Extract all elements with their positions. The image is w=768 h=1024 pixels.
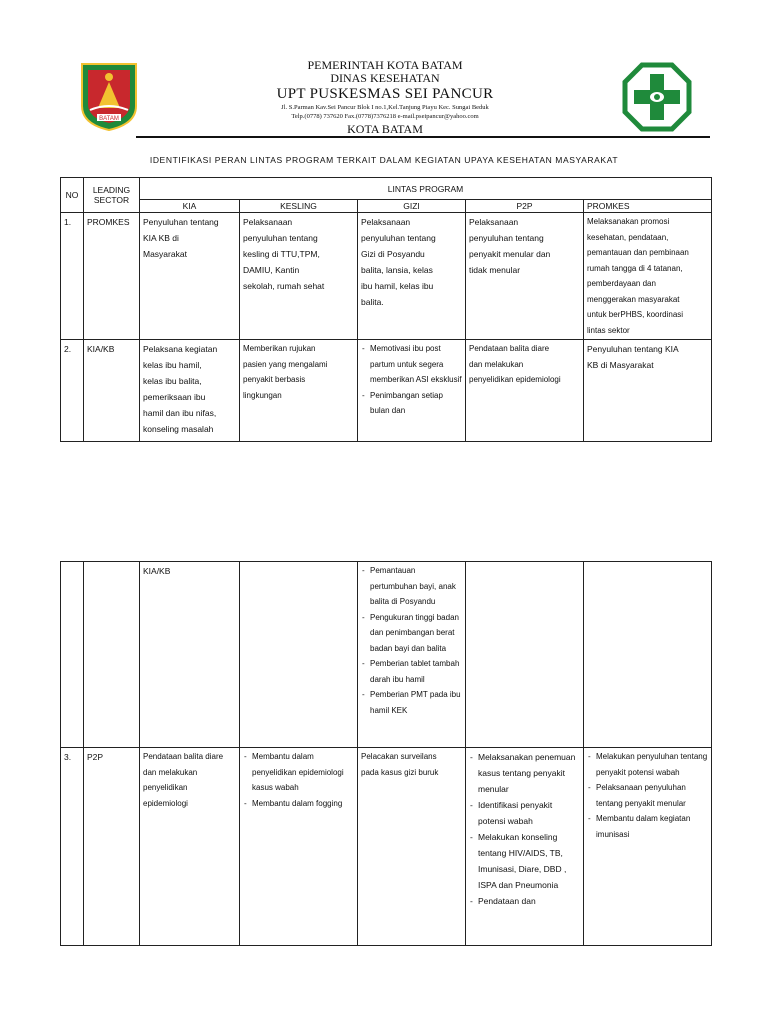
program-table-page-1	[60, 177, 712, 442]
row-sector: PROMKES	[84, 213, 140, 340]
list-item: - Identifikasi penyakit potensi wabah	[469, 797, 580, 829]
list-item: - Membantu dalam fogging	[243, 796, 354, 812]
list-item: - Pengukuran tinggi badan dan penimbangan berat badan bayi dan balita	[361, 610, 462, 657]
header-kesling: KESLING	[240, 200, 358, 213]
cell-p2p	[466, 562, 584, 748]
row-number	[61, 562, 84, 748]
program-table-page-2	[60, 561, 712, 946]
batam-city-emblem-icon	[80, 62, 138, 132]
cell-p2p: Pelaksanaan penyuluhan tentang penyakit menular dan tidak menular	[466, 213, 584, 340]
letterhead-text	[220, 58, 550, 137]
table-row	[61, 562, 712, 748]
list-item: - Membantu dalam penyelidikan epidemiologi kasus wabah	[243, 749, 354, 796]
emblem-label: BATAM	[99, 116, 119, 122]
cell-promkes	[584, 562, 712, 748]
cell-kia: Pendataan balita diare dan melakukan penyelidikan epidemiologi	[140, 748, 240, 946]
table-subheader-row	[61, 200, 712, 213]
table-row	[61, 340, 712, 442]
table-row	[61, 213, 712, 340]
header-leading-sector: LEADING SECTOR	[84, 178, 140, 213]
document-title: IDENTIFIKASI PERAN LINTAS PROGRAM TERKAIT DALAM KEGIATAN UPAYA KESEHATAN MASYARAKAT	[149, 155, 619, 165]
header-lintas-program: LINTAS PROGRAM	[140, 178, 712, 200]
letterhead	[0, 0, 768, 140]
list-item: - Melakukan konseling tentang HIV/AIDS, TB, Imunisasi, Diare, DBD , ISPA dan Pneumonia	[469, 829, 580, 893]
puskesmas-cross-icon	[622, 62, 692, 132]
cell-p2p: Pendataan balita diare dan melakukan penyelidikan epidemiologi	[466, 340, 584, 442]
list-item: - Melaksanakan penemuan kasus tentang penyakit menular	[469, 749, 580, 797]
table-header-row	[61, 178, 712, 200]
cell-gizi: Pelaksanaan penyuluhan tentang Gizi di Posyandu balita, lansia, kelas ibu hamil, kelas ibu balita.	[358, 213, 466, 340]
cell-kia: KIA/KB	[140, 562, 240, 748]
row-number: 1.	[61, 213, 84, 340]
government-name: PEMERINTAH KOTA BATAM	[307, 58, 463, 72]
cell-promkes: Melaksanakan promosi kesehatan, pendataan, pemantauan dan pembinaan rumah tangga di 4 tatanan, pemberdayaan dan menggerakan masyarakat untuk berPHBS, koordinasi lintas sektor	[584, 213, 712, 340]
list-item: - Pelaksanaan penyuluhan tentang penyakit menular	[587, 780, 708, 811]
city-name: KOTA BATAM	[347, 122, 423, 136]
header-promkes: PROMKES	[584, 200, 712, 213]
cell-gizi: Pelacakan surveilans pada kasus gizi buruk	[358, 748, 466, 946]
list-item: - Pendataan dan	[469, 893, 580, 909]
cell-kia: Penyuluhan tentang KIA KB di Masyarakat	[140, 213, 240, 340]
header-rule	[136, 136, 710, 138]
cell-kesling	[240, 748, 358, 946]
cell-kesling: Memberikan rujukan pasien yang mengalami penyakit berbasis lingkungan	[240, 340, 358, 442]
row-number: 3.	[61, 748, 84, 946]
cell-p2p	[466, 748, 584, 946]
cell-gizi	[358, 562, 466, 748]
header-gizi: GIZI	[358, 200, 466, 213]
row-sector: P2P	[84, 748, 140, 946]
header-kia: KIA	[140, 200, 240, 213]
cell-promkes: Penyuluhan tentang KIA KB di Masyarakat	[584, 340, 712, 442]
header-p2p: P2P	[466, 200, 584, 213]
table-row	[61, 748, 712, 946]
list-item: - Memotivasi ibu post partum untuk segera memberikan ASI eksklusif	[361, 341, 462, 388]
cell-gizi	[358, 340, 466, 442]
list-item: - Pemantauan pertumbuhan bayi, anak balita di Posyandu	[361, 563, 462, 610]
row-number: 2.	[61, 340, 84, 442]
list-item: - Melakukan penyuluhan tentang penyakit potensi wabah	[587, 749, 708, 780]
puskesmas-name: UPT PUSKESMAS SEI PANCUR	[276, 86, 494, 102]
row-sector: KIA/KB	[84, 340, 140, 442]
address-line-2: Telp.(0778) 737620 Fax.(0778)7376218 e-mail.pseipancur@yahoo.com	[291, 113, 479, 120]
cell-promkes	[584, 748, 712, 946]
header-no: NO	[61, 178, 84, 213]
cell-kesling: Pelaksanaan penyuluhan tentang kesling di TTU,TPM, DAMIU, Kantin sekolah, rumah sehat	[240, 213, 358, 340]
list-item: - Membantu dalam kegiatan imunisasi	[587, 811, 708, 842]
department-name: DINAS KESEHATAN	[330, 71, 440, 85]
list-item: - Penimbangan setiap bulan dan	[361, 388, 462, 419]
row-sector	[84, 562, 140, 748]
cell-kia: Pelaksana kegiatan kelas ibu hamil, kelas ibu balita, pemeriksaan ibu hamil dan ibu nifas, konseling masalah	[140, 340, 240, 442]
cell-kesling	[240, 562, 358, 748]
list-item: - Pemberian PMT pada ibu hamil KEK	[361, 687, 462, 718]
list-item: - Pemberian tablet tambah darah ibu hamil	[361, 656, 462, 687]
address-line-1: Jl. S.Parman Kav.Sei Pancur Blok I no.1,Kel.Tanjung Piayu Kec. Sungai Beduk	[281, 104, 489, 111]
